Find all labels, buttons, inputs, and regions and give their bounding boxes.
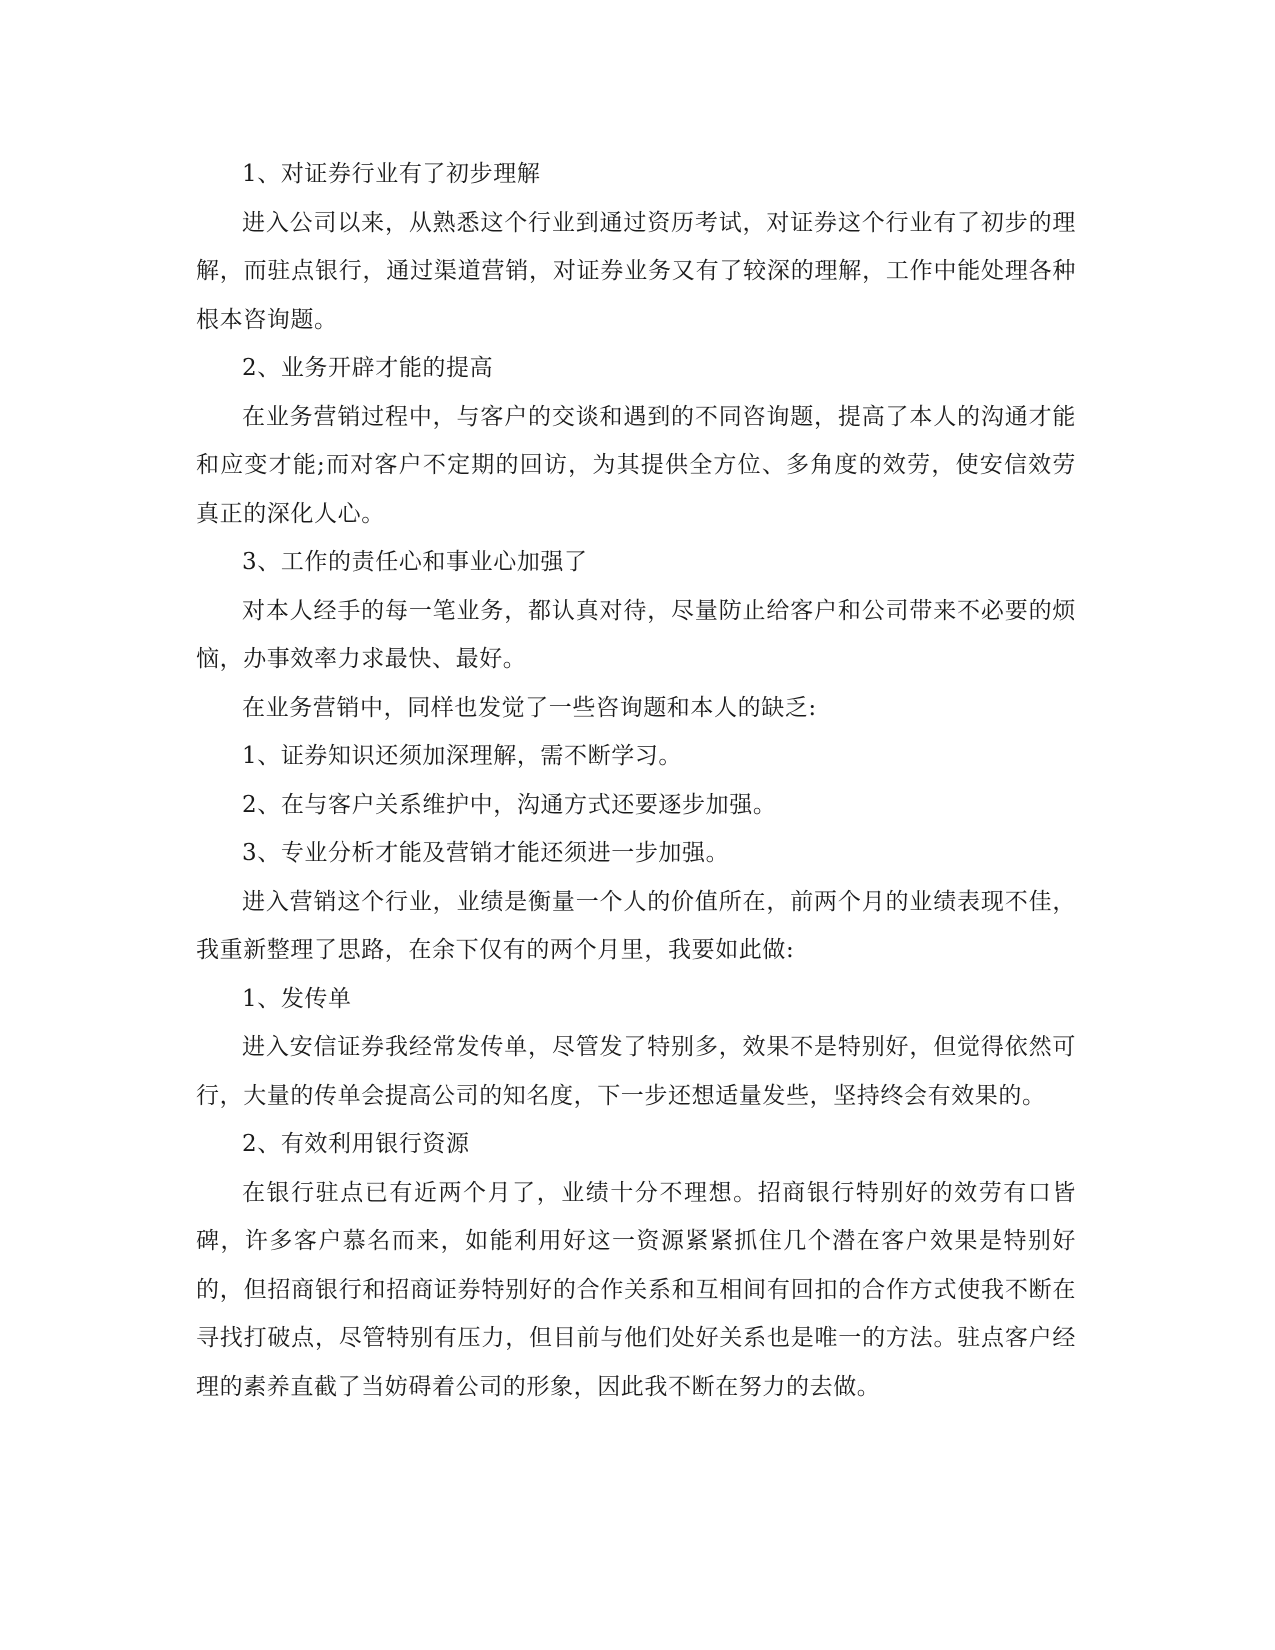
paragraph-understanding: 进入公司以来，从熟悉这个行业到通过资历考试，对证券这个行业有了初步的理解，而驻点银行，通过渠道营销，对证券业务又有了较深的理解，工作中能处理各种根本咨询题。: [196, 209, 1076, 333]
heading-responsibility: 3、工作的责任心和事业心加强了: [242, 549, 588, 575]
document-body: [196, 150, 1076, 1411]
list-item-shortcoming-1: 1、证券知识还须加深理解，需不断学习。: [242, 743, 683, 769]
paragraph-flyers: 进入安信证券我经常发传单，尽管发了特别多，效果不是特别好，但觉得依然可行，大量的传单会提高公司的知名度，下一步还想适量发些，坚持终会有效果的。: [196, 1034, 1076, 1109]
paragraph-business-development: 在业务营销过程中，与客户的交谈和遇到的不同咨询题，提高了本人的沟通才能和应变才能;而对客户不定期的回访，为其提供全方位、多角度的效劳，使安信效劳真正的深化人心。: [196, 403, 1076, 527]
heading-bank-resources: 2、有效利用银行资源: [242, 1131, 470, 1157]
paragraph-shortcomings-intro: 在业务营销中，同样也发觉了一些咨询题和本人的缺乏:: [242, 694, 817, 721]
list-item-shortcoming-3: 3、专业分析才能及营销才能还须进一步加强。: [242, 840, 730, 866]
paragraph-plan-intro: 进入营销这个行业，业绩是衡量一个人的价值所在，前两个月的业绩表现不佳，我重新整理了思路，在余下仅有的两个月里，我要如此做:: [196, 888, 1076, 963]
paragraph-responsibility: 对本人经手的每一笔业务，都认真对待，尽量防止给客户和公司带来不必要的烦恼，办事效率力求最快、最好。: [196, 597, 1076, 672]
paragraph-bank-resources: 在银行驻点已有近两个月了，业绩十分不理想。招商银行特别好的效劳有口皆碑，许多客户慕名而来，如能利用好这一资源紧紧抓住几个潜在客户效果是特别好的，但招商银行和招商证券特别好的合作关系和互相间有回扣的合作方式使我不断在寻找打破点，尽管特别有压力，但目前与他们处好关系也是唯一的方法。驻点客户经理的素养直截了当妨碍着公司的形象，因此我不断在努力的去做。: [196, 1179, 1076, 1400]
heading-flyers: 1、发传单: [242, 985, 352, 1012]
heading-business-development: 2、业务开辟才能的提高: [242, 355, 494, 381]
heading-understanding: 1、对证券行业有了初步理解: [242, 161, 541, 187]
list-item-shortcoming-2: 2、在与客户关系维护中，沟通方式还要逐步加强。: [242, 791, 777, 818]
